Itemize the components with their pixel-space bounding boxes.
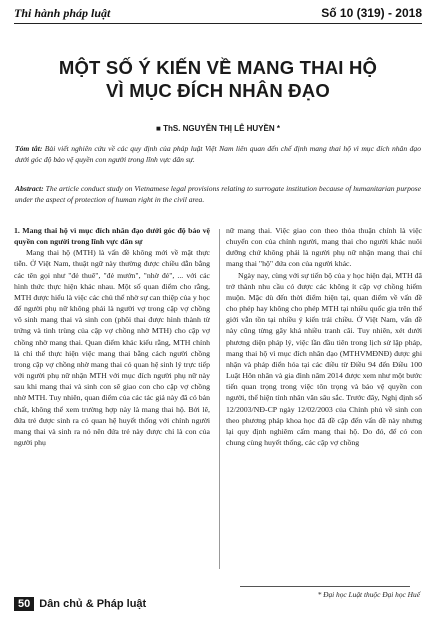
page-number: 50 — [14, 597, 34, 611]
article-title — [20, 56, 416, 102]
section-label: Thi hành pháp luật — [14, 6, 111, 20]
abstract-vi-lead: Tóm tắt: — [15, 144, 43, 153]
page-footer — [14, 596, 146, 612]
title-line-2: VÌ MỤC ĐÍCH NHÂN ĐẠO — [106, 80, 330, 101]
publication-name: Dân chủ & Pháp luật — [39, 598, 147, 610]
right-column — [226, 225, 422, 573]
abstract-vietnamese — [15, 143, 421, 165]
footnote-rule — [240, 586, 410, 587]
author-footnote: * Đại học Luật thuộc Đại học Huế — [317, 590, 420, 599]
abstract-vi-text: Bài viết nghiên cứu về các quy định của pháp luật Việt Nam liên quan đến chế định mang thai hộ vì mục đích nhân đạo dưới góc độ bảo vệ quyền con người trong lĩnh vực dân sự. — [15, 144, 421, 164]
title-line-1: MỘT SỐ Ý KIẾN VỀ MANG THAI HỘ — [58, 57, 378, 78]
header-rule — [14, 23, 422, 24]
left-column — [14, 225, 210, 573]
body-columns — [14, 225, 422, 573]
abstract-en-text: The article conduct study on Vietnamese legal provisions relating to surrogate institution because of humanitarian purpose under the aspect of protection of human right in the civil area. — [15, 184, 421, 204]
abstract-english — [15, 183, 421, 205]
page-header — [0, 0, 436, 26]
right-paragraph-2: Ngày nay, cùng với sự tiến bộ của y học hiện đại, MTH đã trở thành nhu cầu có được các không ít cặp vợ chồng hiếm muộn. Mặc dù đến thời điểm hiện tại, quan điểm về vấn đề cho phép hay không cho phép MTH tại nhiều quốc gia trên thế giới vẫn tồn tại nhiều ý kiến trái chiều. Ở Việt Nam, vấn đề này cũng từng gây khá nhiều tranh cãi. Tuy nhiên, xét dưới phương diện pháp lý, việc lần đầu tiên trong lịch sử lập pháp, mang thai hộ vì mục đích nhân đạo (MTHVMĐNĐ) được ghi nhận và pháp điển hóa tại các điều từ Điều 94 đến Điều 100 Luật Hôn nhân và gia đình năm 2014 được xem như một bước tiến quan trọng trong việc tôn trọng và bảo vệ quyền con người, thể hiện tính nhân văn sâu sắc. Trước đây, Nghị định số 12/2003/NĐ-CP ngày 12/02/2003 của Chính phủ về sinh con theo phương pháp khoa học đã đề cập đến vấn đề này nhưng lại quy định nghiêm cấm mang thai hộ. Do đó, để có con chung cùng huyết thống, các cặp vợ chồng — [226, 270, 422, 447]
issue-number: Số 10 (319) - 2018 — [321, 6, 422, 20]
section-heading: 1. Mang thai hộ vì mục đích nhân đạo dưới góc độ bảo vệ quyền con người trong lĩnh vực dân sự — [14, 226, 210, 247]
right-paragraph-1: nữ mang thai. Việc giao con theo thỏa thuận chính là việc chuyển con của chính người, mang thai cho người khác nuôi dưỡng chứ không phải là người phụ nữ nhận mang thai chỉ mang thai "hộ" đứa con của người khác. — [226, 226, 422, 269]
abstract-en-lead: Abstract: — [15, 184, 44, 193]
column-divider — [219, 229, 220, 569]
left-paragraph-1: Mang thai hộ (MTH) là vấn đề không mới về mặt thực tiễn. Ở Việt Nam, thuật ngữ này thường được chiều dẫn bằng các tên gọi như "đẻ thuê", "đẻ mướn", "nhờ đẻ", ... với các hình thức thực hiện khác nhau. Một số quan điểm cho rằng, MTH được hiểu là việc các chủ thể nhờ sự can thiệp của y học để người phụ nữ không phải là người vợ trong cặp vợ chồng vô sinh mang thai và sinh con (phôi thai được hình thành từ trứng và tinh trùng của cặp vợ chồng nhờ MTH) cho cặp vợ chồng nhờ mang thai. Quan điểm khác kiểu rằng, MTH chính là chỉ thể thực hiện việc mang thai bằng cách người chồng trong cặp vợ chồng nhờ mang thai có quan hệ sinh lý trực tiếp với người phụ nữ nhận MTH với mục đích người phụ nữ này sau khi mang thai và sinh con sẽ giao con cho cặp vợ chồng nhờ MTH. Tuy nhiên, quan điểm của các tác giả này đã có bản chất, không thể xem trường hợp này là mang thai hộ. Bởi lẽ, đứa trẻ được sinh ra có quan hệ huyết thống với chính người mang thai và sinh ra nó nên đứa trẻ này được chỉ là con của người phụ — [14, 248, 210, 447]
author-byline: ■ ThS. NGUYỄN THỊ LÊ HUYỀN * — [156, 124, 280, 133]
